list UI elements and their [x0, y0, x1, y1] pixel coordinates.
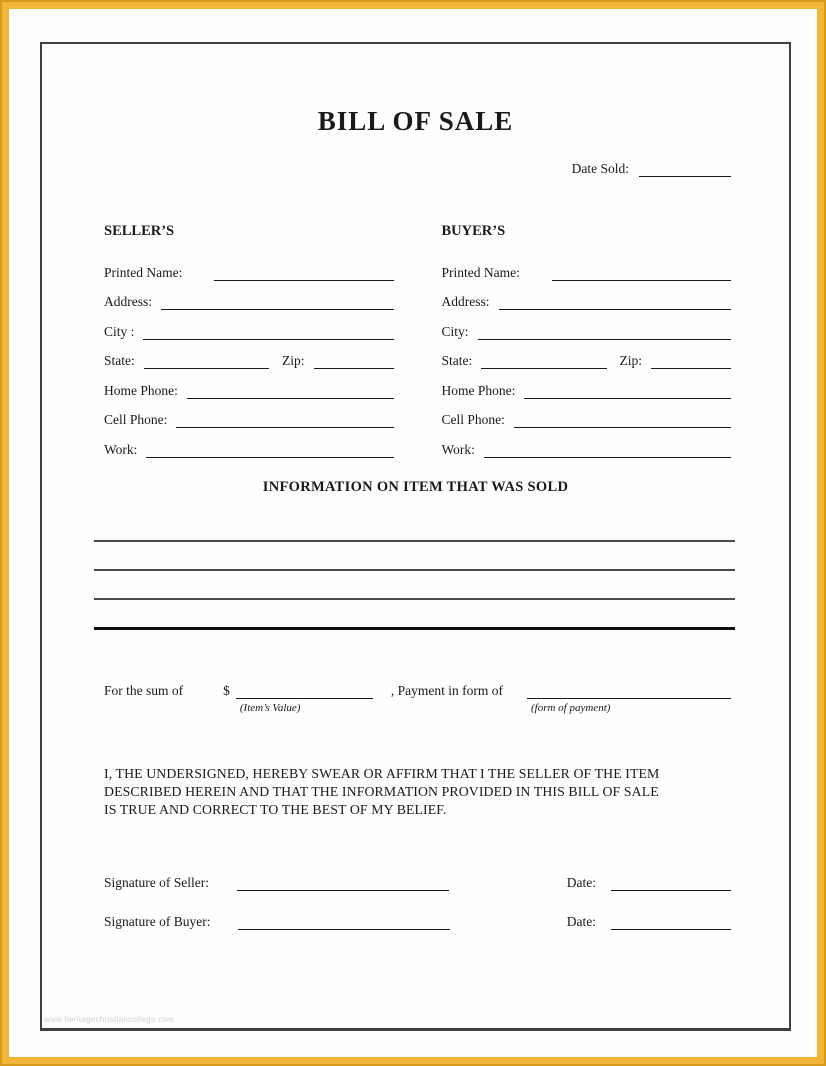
seller-signature-field[interactable] — [237, 876, 449, 891]
seller-zip-label: Zip: — [282, 353, 305, 368]
buyer-heading: BUYER’S — [441, 223, 506, 239]
seller-city-label: City : — [104, 323, 135, 339]
seller-state-label: State: — [104, 353, 135, 368]
date-sold-row — [42, 157, 789, 177]
watermark-text: www.heritagechristiancollege.com — [44, 1015, 175, 1024]
item-section-heading: INFORMATION ON ITEM THAT WAS SOLD — [262, 478, 569, 495]
item-value-field[interactable] — [236, 684, 373, 699]
buyer-home-phone-row — [442, 369, 732, 399]
affirmation-text — [42, 765, 789, 819]
bill-of-sale-page — [40, 42, 791, 1031]
affirmation-line-1: I, THE UNDERSIGNED, HEREBY SWEAR OR AFFIRM THAT I THE SELLER OF THE ITEM — [104, 765, 660, 781]
buyer-cell-phone-row — [442, 399, 732, 429]
buyer-signature-field[interactable] — [238, 915, 450, 930]
buyer-city-label: City: — [441, 323, 469, 339]
seller-cell-phone-row — [104, 399, 394, 429]
seller-home-phone-label: Home Phone: — [104, 382, 178, 398]
buyer-city-field[interactable] — [478, 325, 731, 340]
item-info-line-3[interactable] — [94, 571, 735, 600]
buyer-date-label: Date: — [566, 913, 596, 929]
buyer-home-phone-label: Home Phone: — [441, 382, 516, 398]
sum-label: For the sum of — [104, 682, 184, 698]
payment-form-field[interactable] — [527, 684, 731, 699]
buyer-printed-name-label: Printed Name: — [441, 264, 520, 280]
seller-signature-label: Signature of Seller: — [104, 874, 209, 890]
seller-cell-phone-label: Cell Phone: — [104, 412, 168, 427]
buyer-address-label: Address: — [441, 294, 490, 309]
buyer-zip-label: Zip: — [619, 353, 642, 368]
seller-city-row — [104, 310, 394, 340]
buyer-printed-name-field[interactable] — [552, 266, 731, 281]
payment-form-label: , Payment in form of — [390, 682, 503, 698]
payment-row — [42, 682, 789, 714]
seller-home-phone-field[interactable] — [187, 384, 394, 399]
buyer-work-label: Work: — [441, 441, 475, 457]
seller-signature-row — [42, 871, 789, 891]
buyer-zip-field[interactable] — [651, 354, 731, 369]
buyer-section — [442, 223, 732, 458]
page-title: BILL OF SALE — [317, 106, 514, 136]
currency-symbol: $ — [223, 682, 230, 698]
buyer-work-field[interactable] — [484, 443, 731, 458]
buyer-cell-phone-label: Cell Phone: — [441, 412, 505, 427]
item-info-line-2[interactable] — [94, 542, 735, 571]
seller-state-zip-row — [104, 340, 394, 370]
seller-section — [104, 223, 394, 458]
buyer-state-label: State: — [441, 353, 473, 368]
buyer-work-row — [442, 428, 732, 458]
buyer-printed-name-row — [442, 251, 732, 281]
seller-address-field[interactable] — [161, 295, 394, 310]
seller-heading: SELLER’S — [104, 223, 175, 239]
seller-work-label: Work: — [104, 441, 138, 457]
buyer-address-row — [442, 281, 732, 311]
buyer-signature-label: Signature of Buyer: — [104, 913, 211, 929]
item-value-caption: (Item’s Value) — [239, 701, 301, 714]
parties-section — [42, 223, 789, 458]
seller-date-field[interactable] — [611, 876, 731, 891]
seller-printed-name-row — [104, 251, 394, 281]
buyer-date-field[interactable] — [611, 915, 731, 930]
buyer-signature-row — [42, 910, 789, 930]
seller-address-label: Address: — [104, 294, 152, 309]
date-sold-label: Date Sold: — [571, 161, 629, 176]
buyer-home-phone-field[interactable] — [524, 384, 731, 399]
seller-home-phone-row — [104, 369, 394, 399]
buyer-cell-phone-field[interactable] — [514, 413, 731, 428]
payment-form-caption: (form of payment) — [530, 701, 611, 714]
buyer-address-field[interactable] — [499, 295, 732, 310]
seller-city-field[interactable] — [143, 325, 393, 340]
buyer-state-zip-row — [442, 340, 732, 370]
buyer-state-field[interactable] — [481, 354, 606, 369]
payment-form-field-wrap — [527, 684, 731, 714]
buyer-city-row — [442, 310, 732, 340]
date-sold-field[interactable] — [639, 162, 731, 177]
seller-zip-field[interactable] — [314, 354, 394, 369]
seller-state-field[interactable] — [144, 354, 269, 369]
affirmation-line-2: DESCRIBED HEREIN AND THAT THE INFORMATION PROVIDED IN THIS BILL OF SALE — [104, 783, 659, 799]
item-value-field-wrap — [236, 684, 373, 714]
seller-printed-name-field[interactable] — [214, 266, 393, 281]
seller-date-label: Date: — [566, 874, 596, 890]
seller-work-row — [104, 428, 394, 458]
seller-work-field[interactable] — [146, 443, 393, 458]
seller-cell-phone-field[interactable] — [176, 413, 393, 428]
affirmation-line-3: IS TRUE AND CORRECT TO THE BEST OF MY BELIEF. — [104, 801, 447, 817]
seller-address-row — [104, 281, 394, 311]
item-info-line-4[interactable] — [94, 600, 735, 630]
item-info-lines — [42, 540, 789, 630]
seller-printed-name-label: Printed Name: — [104, 264, 183, 280]
